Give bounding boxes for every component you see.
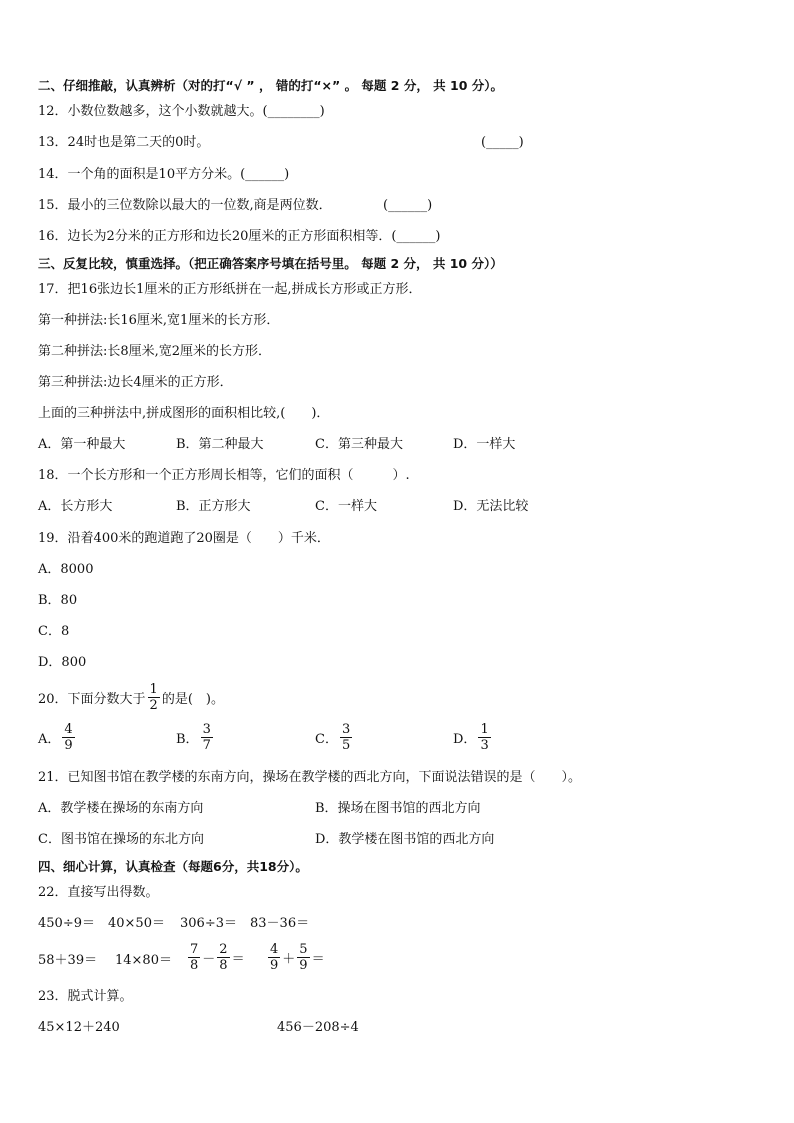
fraction-one-half: $\frac{1}{2}$: [149, 682, 158, 713]
q21-option-d[interactable]: D．教学楼在图书馆的西北方向: [315, 832, 495, 847]
fraction-calc-item: [186, 942, 245, 973]
q19-option-a[interactable]: A．8000: [38, 562, 94, 577]
question-14: 14．一个角的面积是10平方分米。(______): [38, 167, 290, 182]
question-17-prompt: 上面的三种拼法中,拼成图形的面积相比较,( )．: [38, 406, 330, 421]
fraction: $\frac{4}{9}$: [270, 942, 279, 973]
question-17: 17．把16张边长1厘米的正方形纸拼在一起,拼成长方形或正方形．: [38, 282, 422, 297]
calc-item: 58＋39＝: [38, 953, 98, 968]
q21-option-a[interactable]: A．教学楼在操场的东南方向: [38, 801, 204, 816]
question-23: 23．脱式计算。: [38, 989, 133, 1004]
question-18: 18．一个长方形和一个正方形周长相等，它们的面积（ ）.: [38, 468, 410, 483]
question-20-text: 20．下面分数大于: [38, 692, 146, 707]
q18-option-b[interactable]: B．正方形大: [176, 499, 251, 514]
question-17-method-1: 第一种拼法:长16厘米,宽1厘米的长方形．: [38, 313, 280, 328]
calc-item: 83－36＝: [250, 916, 310, 931]
question-21: 21．已知图书馆在教学楼的东南方向，操场在教学楼的西北方向，下面说法错误的是（ ）。: [38, 770, 582, 785]
q20-option-c[interactable]: C． $\frac{3}{5}$: [315, 722, 351, 753]
calc-item: 40×50＝: [108, 916, 165, 931]
question-19: 19．沿着400米的跑道跑了20圈是（ ）千米．: [38, 531, 330, 546]
q19-option-d[interactable]: D．800: [38, 655, 87, 670]
q17-option-a[interactable]: A．第一种最大: [38, 437, 126, 452]
question-15-blank[interactable]: (______): [383, 198, 433, 213]
operator: －: [202, 952, 216, 967]
q20-option-d[interactable]: D． $\frac{1}{3}$: [453, 722, 489, 753]
fraction: $\frac{3}{5}$: [341, 722, 351, 753]
fraction: $\frac{2}{8}$: [219, 942, 228, 973]
equals-sign: ＝: [311, 952, 325, 967]
q17-option-d[interactable]: D．一样大: [453, 437, 516, 452]
fraction-calc-item: [266, 942, 325, 973]
q18-option-a[interactable]: A．长方形大: [38, 499, 113, 514]
calc-item: 456－208÷4: [277, 1020, 359, 1035]
section-2-title: 二、仔细推敲，认真辨析（对的打“√ ” ， 错的打“×” 。 每题 2 分， 共 10 分）。: [38, 78, 504, 93]
fraction: $\frac{3}{7}$: [202, 722, 211, 753]
q19-option-b[interactable]: B．80: [38, 593, 78, 608]
equals-sign: ＝: [231, 952, 245, 967]
q18-option-c[interactable]: C．一样大: [315, 499, 377, 514]
question-13: 13．24时也是第二天的0时。: [38, 135, 210, 150]
question-20: [38, 682, 224, 713]
operator: ＋: [282, 952, 296, 967]
q17-option-c[interactable]: C．第三种最大: [315, 437, 403, 452]
question-20-suffix: 的是( )。: [161, 692, 224, 707]
fraction: $\frac{5}{9}$: [299, 942, 308, 973]
question-15: 15．最小的三位数除以最大的一位数,商是两位数．: [38, 198, 332, 213]
question-22: 22．直接写出得数。: [38, 885, 159, 900]
calc-item: 306÷3＝: [180, 916, 237, 931]
question-16: 16．边长为2分米的正方形和边长20厘米的正方形面积相等．(______): [38, 229, 441, 244]
fraction: $\frac{4}{9}$: [64, 722, 73, 753]
q21-option-b[interactable]: B．操场在图书馆的西北方向: [315, 801, 481, 816]
calc-item: 14×80＝: [115, 953, 172, 968]
fraction: $\frac{7}{8}$: [190, 942, 199, 973]
q20-option-b[interactable]: B． $\frac{3}{7}$: [176, 722, 211, 753]
question-17-method-2: 第二种拼法:长8厘米,宽2厘米的长方形．: [38, 344, 272, 359]
calc-item: 45×12＋240: [38, 1020, 120, 1035]
section-4-title: 四、细心计算，认真检查（每题6分，共18分）。: [38, 859, 308, 874]
calc-item: 450÷9＝: [38, 916, 95, 931]
q17-option-b[interactable]: B．第二种最大: [176, 437, 264, 452]
section-3-title: 三、反复比较，慎重选择。（把正确答案序号填在括号里。 每题 2 分， 共 10 分））: [38, 256, 503, 271]
question-17-method-3: 第三种拼法:边长4厘米的正方形．: [38, 375, 233, 390]
q20-option-a[interactable]: A． $\frac{4}{9}$: [38, 722, 73, 753]
q21-option-c[interactable]: C．图书馆在操场的东北方向: [38, 832, 204, 847]
q18-option-d[interactable]: D．无法比较: [453, 499, 529, 514]
question-13-blank[interactable]: (_____): [481, 135, 524, 150]
question-12: 12．小数位数越多，这个小数就越大。(________): [38, 104, 325, 119]
fraction: $\frac{1}{3}$: [480, 722, 489, 753]
q19-option-c[interactable]: C．8: [38, 624, 70, 639]
